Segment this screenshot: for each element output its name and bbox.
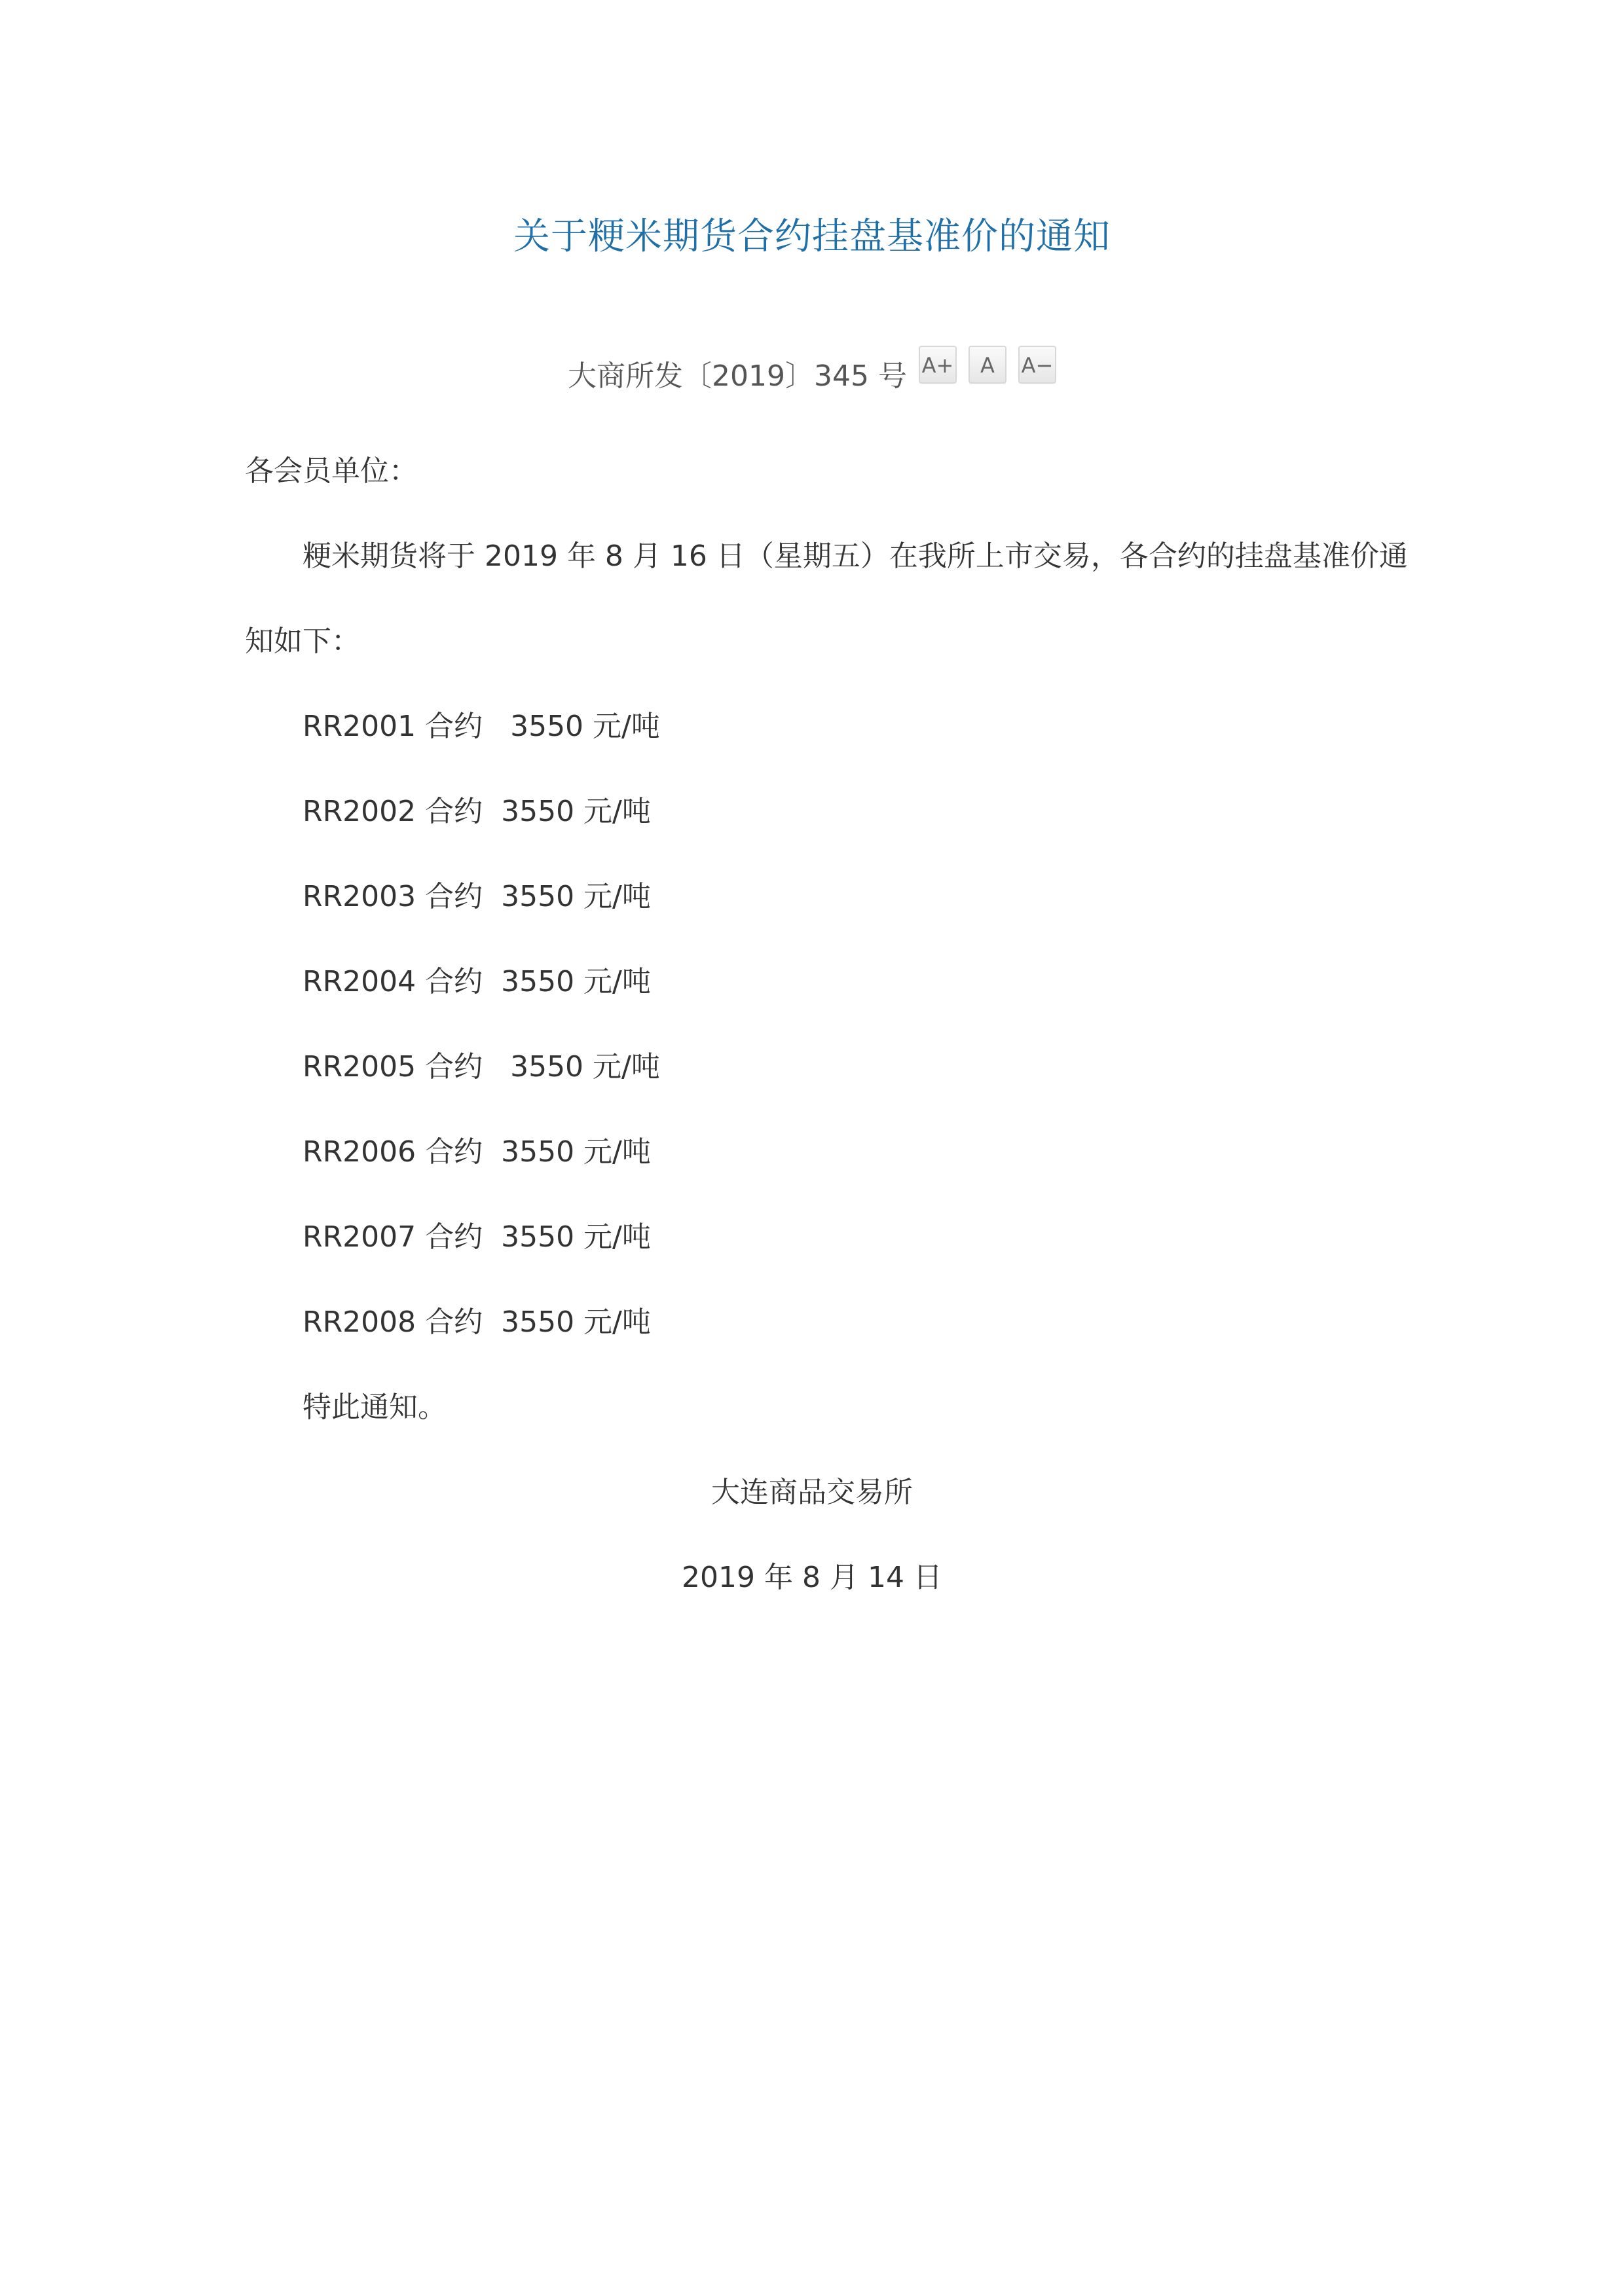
font-decrease-button[interactable]: A− bbox=[1018, 346, 1056, 384]
contract-price: 3550 元/吨 bbox=[510, 710, 660, 743]
contract-item bbox=[303, 1133, 651, 1172]
contract-code: RR2001 合约 bbox=[303, 710, 483, 743]
contract-item bbox=[303, 1048, 660, 1087]
contract-code: RR2004 合约 bbox=[303, 965, 483, 998]
contract-price: 3550 元/吨 bbox=[510, 1050, 660, 1084]
contract-item bbox=[303, 1303, 651, 1342]
contract-item bbox=[303, 877, 651, 917]
closing-text: 特此通知。 bbox=[303, 1391, 447, 1424]
salutation: 各会员单位： bbox=[245, 454, 418, 488]
signature-date: 2019 年 8 月 14 日 bbox=[682, 1561, 942, 1594]
signature-organization: 大连商品交易所 bbox=[711, 1476, 913, 1509]
body-line-1: 粳米期货将于 2019 年 8 月 16 日（星期五）在我所上市交易，各合约的挂盘基准价通 bbox=[303, 539, 1408, 573]
font-increase-button[interactable]: A+ bbox=[919, 346, 957, 384]
font-normal-button[interactable]: A bbox=[969, 346, 1006, 384]
contract-code: RR2005 合约 bbox=[303, 1050, 483, 1084]
contract-price: 3550 元/吨 bbox=[501, 965, 651, 998]
contract-price: 3550 元/吨 bbox=[501, 1305, 651, 1339]
contract-item bbox=[303, 792, 651, 831]
notice-title: 关于粳米期货合约挂盘基准价的通知 bbox=[513, 215, 1111, 258]
contract-code: RR2006 合约 bbox=[303, 1135, 483, 1169]
contract-price: 3550 元/吨 bbox=[501, 1220, 651, 1254]
contract-code: RR2002 合约 bbox=[303, 795, 483, 828]
contract-price: 3550 元/吨 bbox=[501, 1135, 651, 1169]
doc-number-row bbox=[0, 354, 1624, 399]
body-line-2: 知如下： bbox=[245, 625, 360, 658]
contract-code: RR2007 合约 bbox=[303, 1220, 483, 1254]
contract-item bbox=[303, 707, 660, 746]
contract-price: 3550 元/吨 bbox=[501, 795, 651, 828]
doc-number: 大商所发〔2019〕345 号 bbox=[568, 359, 907, 393]
contract-item bbox=[303, 962, 651, 1002]
contract-item bbox=[303, 1218, 651, 1257]
contract-code: RR2003 合约 bbox=[303, 880, 483, 913]
contract-price: 3550 元/吨 bbox=[501, 880, 651, 913]
contract-code: RR2008 合约 bbox=[303, 1305, 483, 1339]
